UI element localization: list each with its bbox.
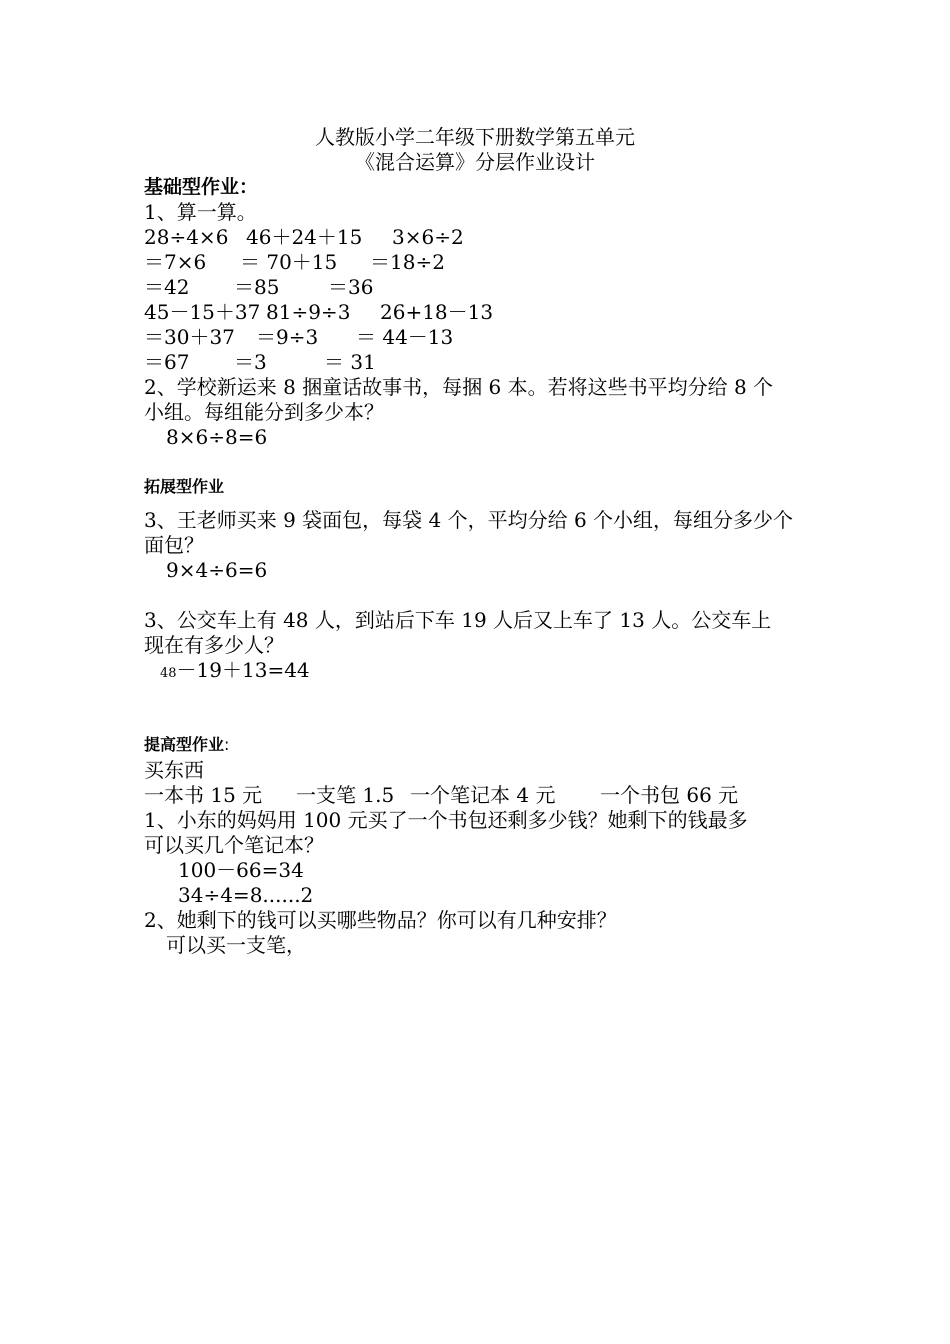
calc-cell: ＝ 31 (324, 350, 376, 374)
advanced-q1-line2: 可以买几个笔记本？ (144, 833, 324, 857)
calc-cell: ＝42 (144, 275, 190, 299)
calc-row (144, 225, 464, 249)
calc-row (144, 350, 376, 374)
calc-cell: ＝85 (234, 275, 280, 299)
basic-q2-line2: 小组。每组能分到多少本？ (144, 400, 384, 424)
calc-cell: ＝7×6 (144, 250, 207, 274)
advanced-heading (144, 733, 229, 757)
advanced-q1-line1: 1、小东的妈妈用 100 元买了一个书包还剩多少钱？她剩下的钱最多 (144, 808, 748, 832)
calc-cell: ＝ 44－13 (356, 325, 454, 349)
calc-cell: 3×6÷2 (392, 225, 464, 249)
document-title-line1: 人教版小学二年级下册数学第五单元 (315, 125, 635, 149)
extended-q3b-line1: 3、公交车上有 48 人，到站后下车 19 人后又上车了 13 人。公交车上 (144, 608, 772, 632)
extended-q3a-line2: 面包？ (144, 533, 204, 557)
price-item: 一本书 15 元 (144, 783, 263, 807)
basic-q2-answer: 8×6÷8=6 (166, 425, 268, 449)
answer-prefix: 48 (160, 666, 177, 681)
calc-cell: ＝36 (328, 275, 374, 299)
advanced-q1-answer1: 100－66=34 (178, 858, 304, 882)
extended-heading: 拓展型作业 (144, 477, 225, 496)
extended-q3a-answer: 9×4÷6=6 (166, 558, 268, 582)
calc-cell: ＝18÷2 (370, 250, 445, 274)
calc-row (144, 250, 445, 274)
advanced-heading-text: 提高型作业 (144, 735, 225, 754)
advanced-heading-colon: : (224, 735, 230, 754)
extended-q3b-line2: 现在有多少人？ (144, 633, 284, 657)
advanced-topic: 买东西 (144, 758, 204, 782)
calc-row (144, 275, 374, 299)
extended-q3a-line1: 3、王老师买来 9 袋面包，每袋 4 个，平均分给 6 个小组，每组分多少个 (144, 508, 794, 532)
calc-row (144, 300, 494, 324)
calc-row (144, 325, 454, 349)
calc-cell: ＝3 (234, 350, 267, 374)
price-item: 一个书包 66 元 (600, 783, 739, 807)
advanced-q2-answer: 可以买一支笔， (166, 933, 306, 957)
calc-cell: ＝9÷3 (256, 325, 319, 349)
calc-cell: 81÷9÷3 (266, 300, 351, 324)
calc-cell: ＝67 (144, 350, 190, 374)
extended-q3b-answer (160, 658, 310, 682)
price-item: 一支笔 1.5 (296, 783, 395, 807)
document-title-line2: 《混合运算》分层作业设计 (355, 150, 595, 174)
basic-q2-line1: 2、学校新运来 8 捆童话故事书，每捆 6 本。若将这些书平均分给 8 个 (144, 375, 774, 399)
advanced-q2-line1: 2、她剩下的钱可以买哪些物品？你可以有几种安排？ (144, 908, 617, 932)
calc-cell: 45－15＋37 (144, 300, 261, 324)
basic-heading: 基础型作业： (144, 176, 259, 198)
price-item: 一个笔记本 4 元 (410, 783, 556, 807)
calc-cell: ＝ 70＋15 (240, 250, 338, 274)
advanced-q1-answer2: 34÷4=8......2 (178, 883, 314, 907)
calc-cell: 46＋24＋15 (246, 225, 363, 249)
basic-q1-label: 1、算一算。 (144, 200, 257, 224)
calc-cell: 26+18－13 (380, 300, 494, 324)
price-list (144, 783, 739, 807)
calc-cell: 28÷4×6 (144, 225, 229, 249)
answer-rest: －19＋13=44 (176, 658, 310, 682)
calc-cell: ＝30＋37 (144, 325, 235, 349)
